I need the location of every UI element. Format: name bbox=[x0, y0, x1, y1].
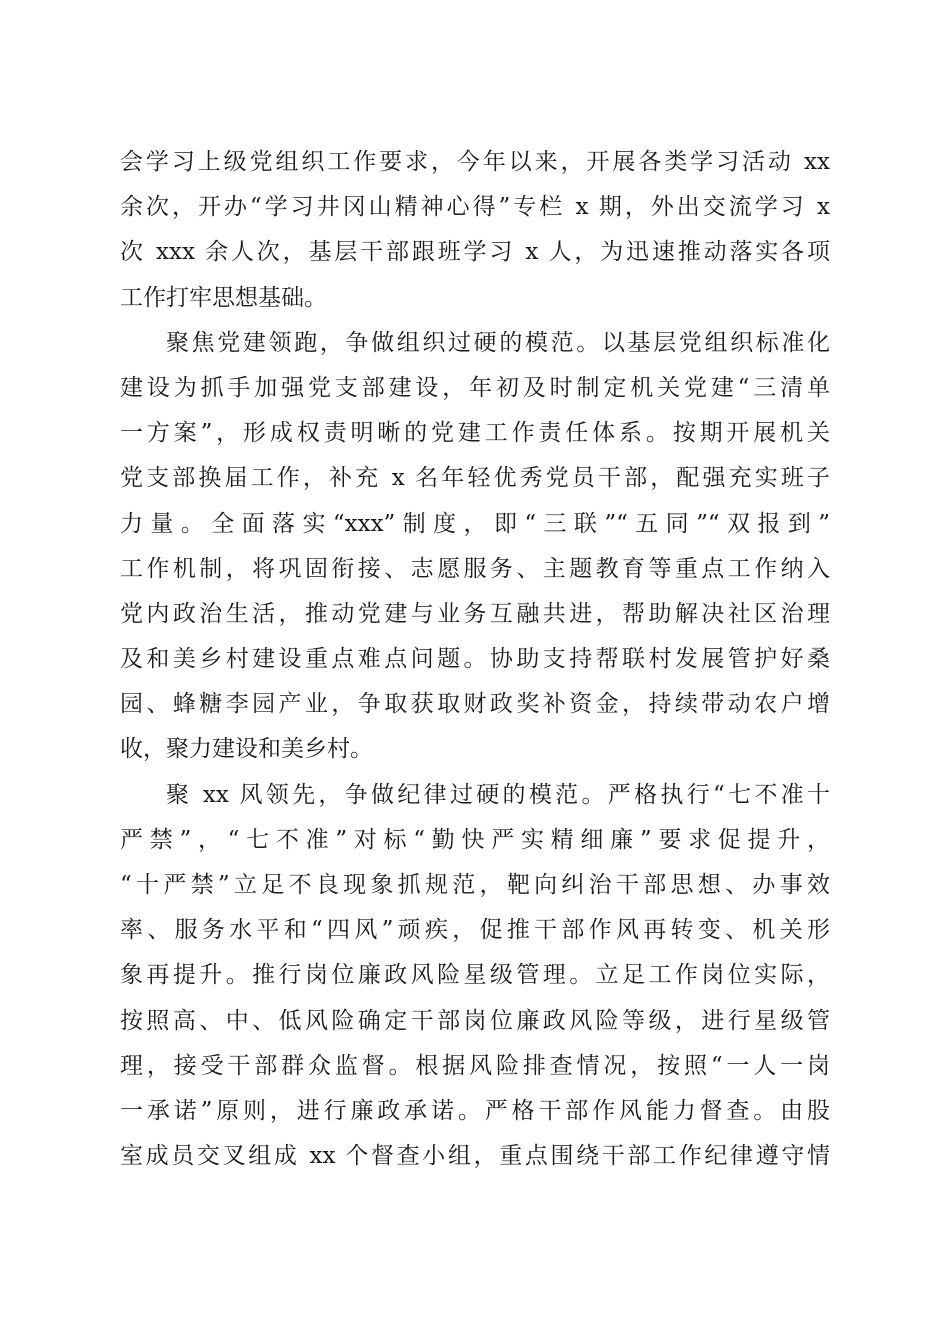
paragraph-1-line-2: 余次，开办“学习井冈山精神心得”专栏 x 期，外出交流学习 x bbox=[120, 194, 830, 221]
paragraph-2-line-5: 力量。全面落实“xxx”制度，即“三联”“五同”“双报到” bbox=[120, 510, 830, 537]
paragraph-3-line-7: 理，接受干部群众监督。根据风险排查情况，按照“一人一岗 bbox=[120, 1052, 830, 1079]
document-body bbox=[120, 140, 830, 1179]
paragraph-3-line-4: 率、服务水平和“四风”顽疾，促推干部作风再转变、机关形 bbox=[120, 917, 830, 944]
paragraph-3-line-6: 按照高、中、低风险确定干部岗位廉政风险等级，进行星级管 bbox=[120, 1007, 830, 1034]
paragraph-2-line-9: 园、蜂糖李园产业，争取获取财政奖补资金，持续带动农户增 bbox=[120, 691, 830, 718]
paragraph-2-line-7: 党内政治生活，推动党建与业务互融共进，帮助解决社区治理 bbox=[120, 600, 830, 627]
paragraph-2-line-3: 一方案”，形成权责明晰的党建工作责任体系。按期开展机关 bbox=[120, 420, 830, 447]
paragraph-1-line-4: 工作打牢思想基础。 bbox=[120, 284, 327, 311]
paragraph-2-line-4: 党支部换届工作，补充 x 名年轻优秀党员干部，配强充实班子 bbox=[120, 465, 830, 492]
paragraph-3-line-5: 象再提升。推行岗位廉政风险星级管理。立足工作岗位实际， bbox=[120, 962, 830, 989]
paragraph-2-line-8: 及和美乡村建设重点难点问题。协助支持帮联村发展管护好桑 bbox=[120, 646, 830, 673]
paragraph-2-line-6: 工作机制，将巩固衔接、志愿服务、主题教育等重点工作纳入 bbox=[120, 555, 830, 582]
paragraph-3-line-1: 聚 xx 风领先，争做纪律过硬的模范。严格执行“七不准十 bbox=[166, 781, 830, 808]
paragraph-2-line-10: 收，聚力建设和美乡村。 bbox=[120, 736, 373, 763]
paragraph-3-line-9: 室成员交叉组成 xx 个督查小组，重点围绕干部工作纪律遵守情 bbox=[120, 1143, 830, 1170]
paragraph-3-line-8: 一承诺”原则，进行廉政承诺。严格干部作风能力督查。由股 bbox=[120, 1097, 830, 1124]
paragraph-3-line-2: 严禁”，“七不准”对标“勤快严实精细廉”要求促提升， bbox=[120, 826, 830, 853]
paragraph-3-line-3: “十严禁”立足不良现象抓规范，靶向纠治干部思想、办事效 bbox=[120, 872, 830, 898]
paragraph-1-line-3: 次 xxx 余人次，基层干部跟班学习 x 人，为迅速推动落实各项 bbox=[120, 239, 830, 266]
paragraph-1-line-1: 会学习上级党组织工作要求，今年以来，开展各类学习活动 xx bbox=[120, 149, 830, 175]
paragraph-2-line-2: 建设为抓手加强党支部建设，年初及时制定机关党建“三清单 bbox=[120, 374, 830, 401]
paragraph-2-line-1: 聚焦党建领跑，争做组织过硬的模范。以基层党组织标准化 bbox=[166, 329, 830, 356]
